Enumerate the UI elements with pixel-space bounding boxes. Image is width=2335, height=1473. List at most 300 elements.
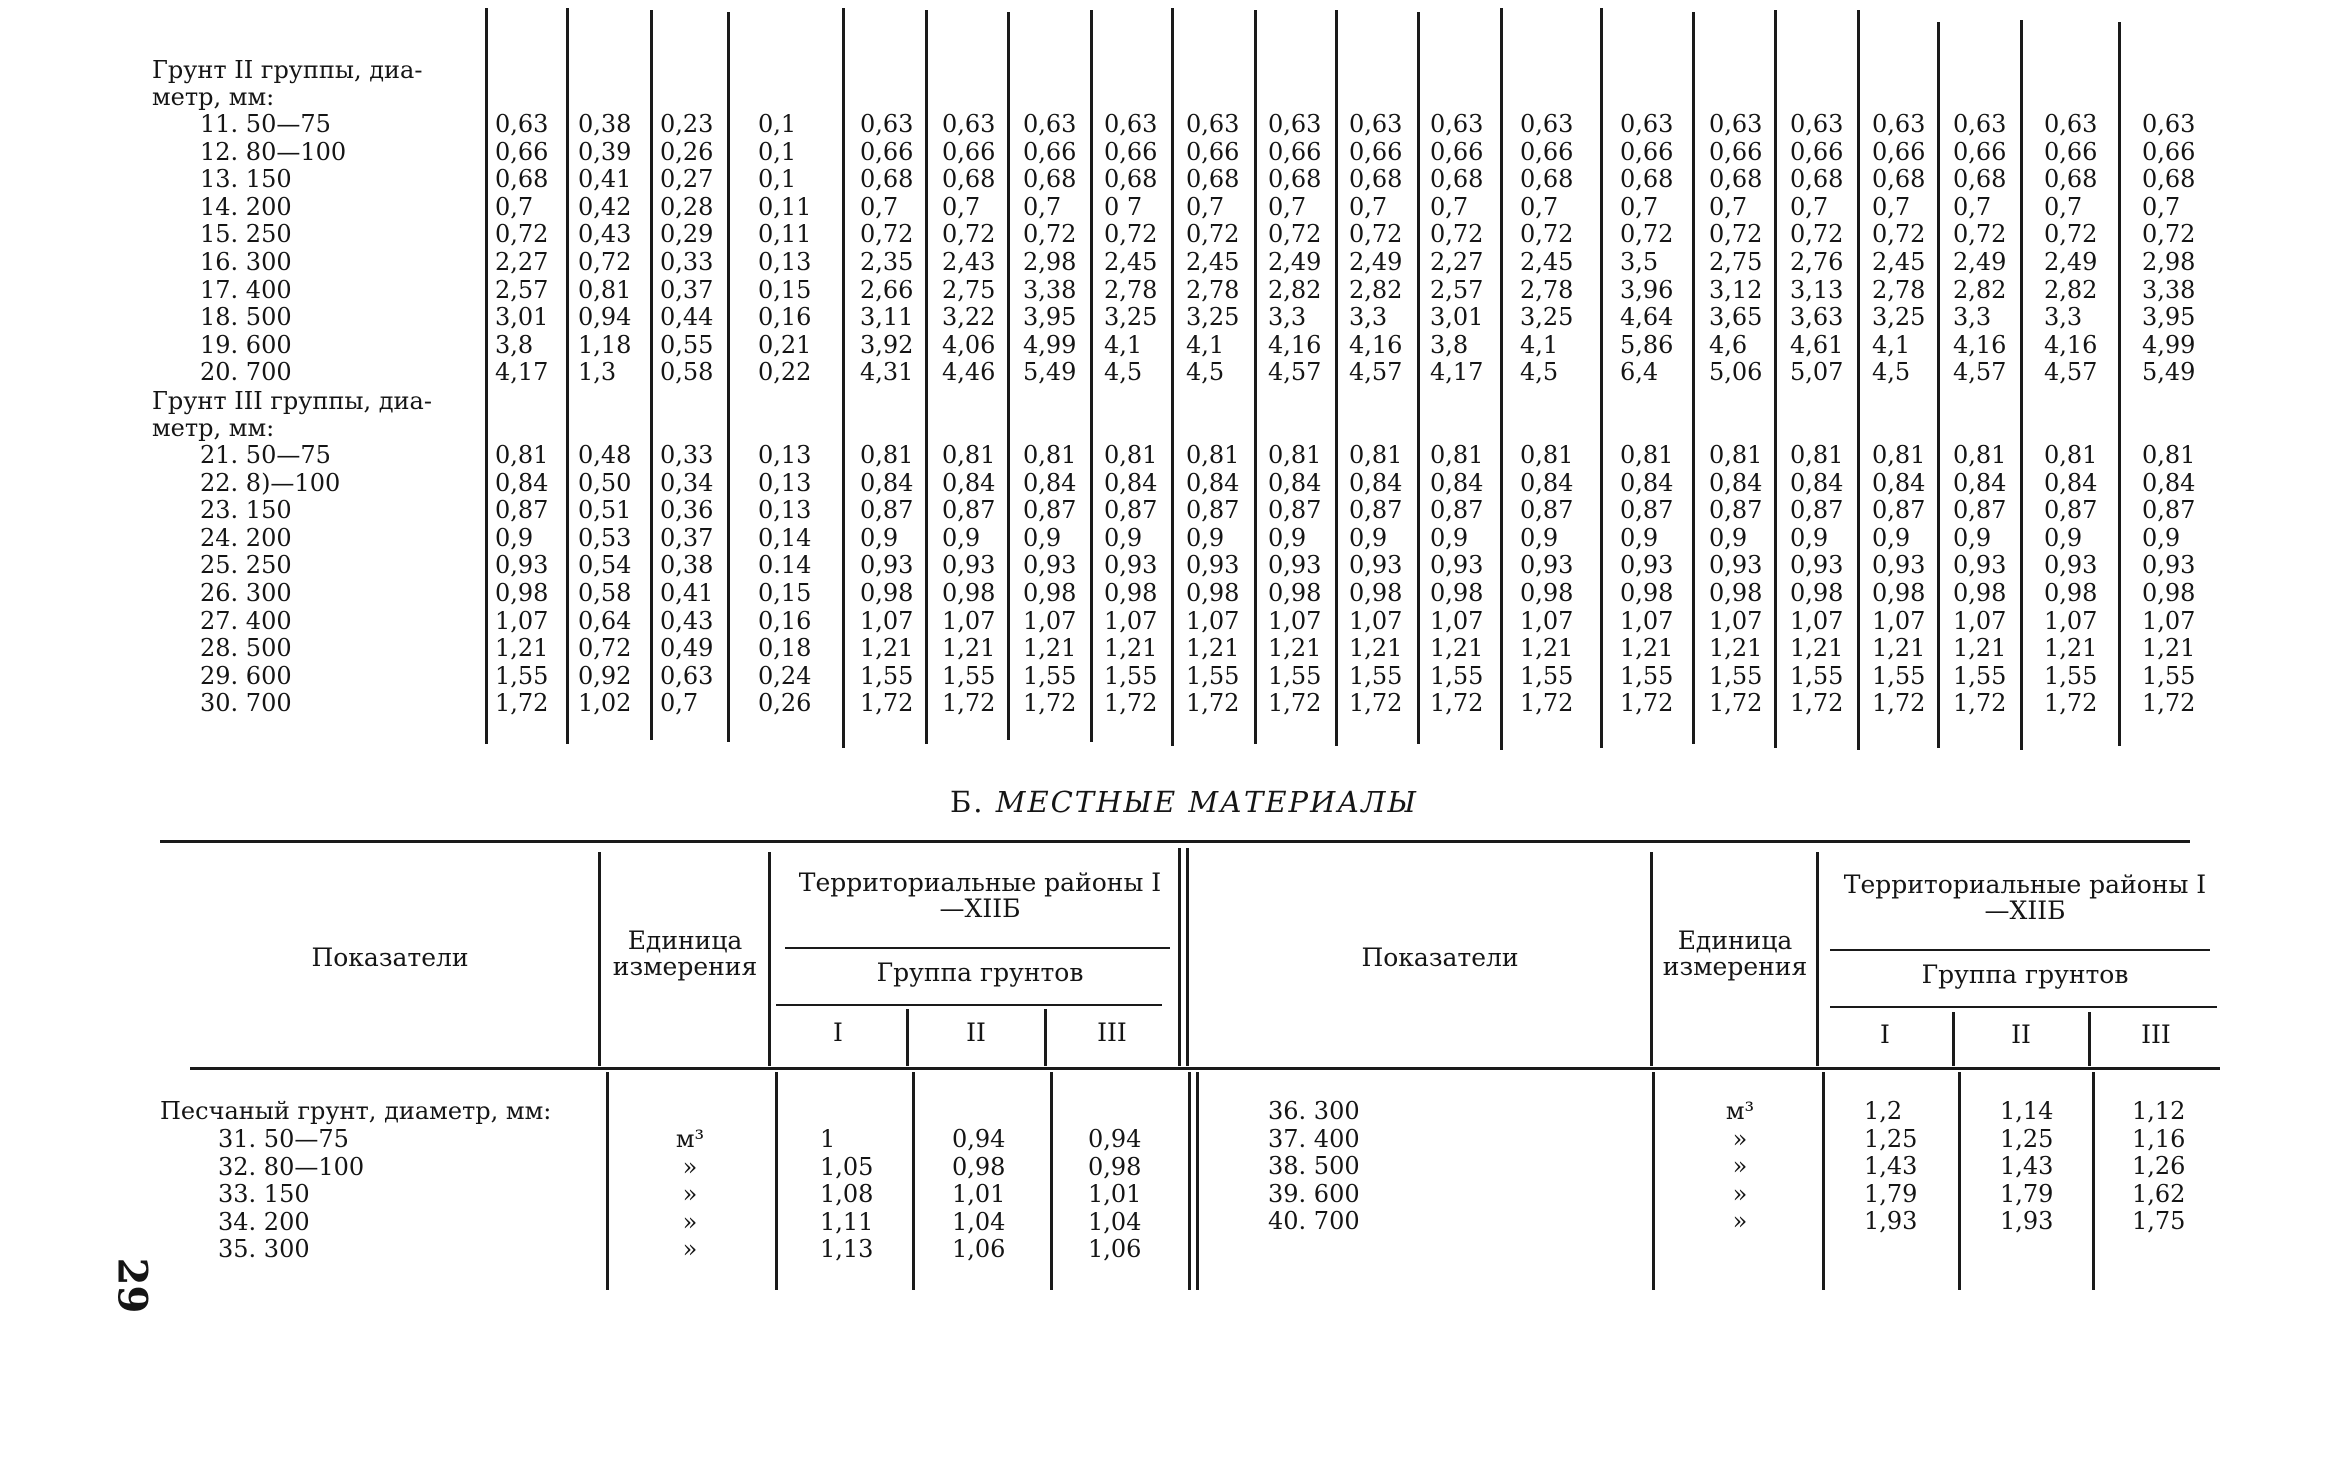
table-cell: 0,72 (1620, 220, 1674, 249)
table-cell: 4,5 (1104, 358, 1143, 387)
value-cell: 1,12 (2132, 1097, 2186, 1125)
table-cell: 4,16 (1349, 330, 1403, 359)
row-label-20: 20. 700 (200, 358, 292, 387)
table-cell: 1,21 (495, 634, 549, 663)
value-column (942, 442, 995, 718)
table-cell: 2,82 (2044, 275, 2098, 304)
row-label-28: 28. 500 (200, 634, 292, 663)
column-rule (566, 8, 569, 744)
table-cell: 0,48 (578, 441, 632, 469)
table-cell: 0,7 (1620, 192, 1659, 221)
table-cell: 1,72 (2044, 689, 2098, 718)
table-cell: 0,84 (1790, 468, 1844, 497)
table-cell: 1,72 (1023, 689, 1077, 718)
table-cell: 0,87 (495, 496, 549, 525)
row-label: 38. 500 (1268, 1152, 1360, 1181)
table-cell: 0.14 (758, 551, 812, 580)
section-title-text: МЕСТНЫЕ МАТЕРИАЛЫ (995, 785, 1419, 819)
table-cell: 3,95 (1023, 303, 1077, 332)
value-cell: 1 (820, 1125, 836, 1153)
table-cell: 1,55 (1620, 661, 1674, 690)
table-cell: 0,68 (1620, 165, 1674, 194)
table-cell: 1,72 (1268, 689, 1322, 718)
table-cell: 1,07 (942, 606, 996, 635)
table-cell: 0,63 (2044, 110, 2098, 138)
table-cell: 4,17 (495, 358, 549, 387)
table-cell: 1,55 (2142, 661, 2196, 690)
table-cell: 1,21 (2044, 634, 2098, 663)
table-cell: 0,63 (1620, 110, 1674, 138)
table-cell: 3,38 (2142, 275, 2196, 304)
table-cell: 3,25 (1104, 303, 1158, 332)
table-cell: 0,63 (1186, 110, 1240, 138)
value-cell: 1,25 (1864, 1124, 1918, 1153)
table-cell: 0,81 (1953, 441, 2007, 469)
table-cell: 1,07 (1953, 606, 2007, 635)
table-cell: 1,07 (1790, 606, 1844, 635)
row-label: 31. 50—75 (218, 1125, 349, 1153)
table-cell: 0,98 (1872, 578, 1926, 607)
table-cell: 0,28 (660, 192, 714, 221)
group-2-title-line-1: Грунт II группы, диа- (152, 56, 423, 84)
table-cell: 1,21 (2142, 634, 2196, 663)
table-cell: 0,63 (1790, 110, 1844, 138)
table-cell: 0,84 (942, 468, 996, 497)
table-cell: 1,55 (1268, 661, 1322, 690)
table-cell: 0,72 (1430, 220, 1484, 249)
table-cell: 0,72 (2142, 220, 2196, 249)
value-cell: 1,06 (952, 1235, 1006, 1264)
table-cell: 0,87 (1023, 496, 1077, 525)
table-cell: 0,68 (1430, 165, 1484, 194)
vline (1196, 1072, 1199, 1290)
table-cell: 1,07 (1872, 606, 1926, 635)
value-column (1520, 111, 1573, 387)
table-cell: 0,44 (660, 303, 714, 332)
value-column (495, 442, 548, 718)
table-cell: 0,98 (1023, 578, 1077, 607)
table-cell: 0,7 (942, 192, 981, 221)
unit-cell: » (682, 1180, 698, 1209)
table-cell: 4,1 (1186, 330, 1225, 359)
table-cell: 0,66 (860, 137, 914, 166)
value-cell: 1,62 (2132, 1179, 2186, 1208)
table-cell: 0,9 (495, 523, 534, 552)
table-cell: 4,06 (942, 330, 996, 359)
value-cell: 1,25 (2000, 1124, 2054, 1153)
table-cell: 0,1 (758, 137, 797, 166)
table-cell: 0,81 (860, 441, 914, 469)
table-cell: 0,29 (660, 220, 714, 249)
table-cell: 0,72 (1872, 220, 1926, 249)
vline (2092, 1072, 2095, 1290)
table-cell: 0,66 (1953, 137, 2007, 166)
table-cell: 0,68 (1520, 165, 1574, 194)
table-cell: 2,76 (1790, 247, 1844, 276)
table-cell: 3,95 (2142, 303, 2196, 332)
value-column (578, 442, 631, 718)
table-cell: 0,84 (1349, 468, 1403, 497)
header-group-ii-left: II (966, 1018, 986, 1047)
table-cell: 1,07 (1709, 606, 1763, 635)
table-cell: 0,93 (1709, 551, 1763, 580)
table-cell: 1,55 (1790, 661, 1844, 690)
table-cell: 1,55 (1709, 661, 1763, 690)
table-cell: 0,93 (2044, 551, 2098, 580)
table-cell: 1,21 (942, 634, 996, 663)
table-cell: 1,21 (1953, 634, 2007, 663)
table-cell: 3,63 (1790, 303, 1844, 332)
row-label-14: 14. 200 (200, 192, 292, 221)
table-cell: 1,21 (1709, 634, 1763, 663)
table-cell: 0,9 (1709, 523, 1748, 552)
table-cell: 4,16 (1953, 330, 2007, 359)
table-cell: 1,55 (1872, 661, 1926, 690)
table-cell: 0,63 (660, 661, 714, 690)
table-cell: 0,66 (1349, 137, 1403, 166)
table-cell: 0,68 (1872, 165, 1926, 194)
table-cell: 3,38 (1023, 275, 1077, 304)
table-cell: 0,9 (1520, 523, 1559, 552)
table-cell: 5,06 (1709, 358, 1763, 387)
group-3-title-line-2: метр, мм: (152, 414, 275, 442)
table-cell: 0,68 (2044, 165, 2098, 194)
table-cell: 4,57 (2044, 358, 2098, 387)
table-cell: 2,82 (1349, 275, 1403, 304)
table-cell: 2,57 (495, 275, 549, 304)
value-cell: 0,98 (1088, 1152, 1142, 1181)
table-cell: 3,25 (1186, 303, 1240, 332)
table-cell: 1,07 (1520, 606, 1574, 635)
table-cell: 1,07 (495, 606, 549, 635)
section-title (950, 785, 1418, 819)
table-cell: 2,49 (1268, 247, 1322, 276)
value-cell: 1,05 (820, 1152, 874, 1181)
table-cell: 0,98 (942, 578, 996, 607)
table-cell: 2,45 (1104, 247, 1158, 276)
table-cell: 0,93 (942, 551, 996, 580)
vline (1050, 1072, 1053, 1290)
table-cell: 0,81 (1430, 441, 1484, 469)
row-label-26: 26. 300 (200, 579, 292, 607)
table-cell: 0,98 (1953, 578, 2007, 607)
column-rule (1774, 10, 1777, 748)
table-cell: 3,8 (495, 330, 534, 359)
table-cell: 2,78 (1186, 275, 1240, 304)
row-label-30: 30. 700 (200, 689, 292, 718)
value-column (1349, 442, 1402, 718)
row-label: 37. 400 (1268, 1124, 1360, 1153)
table-cell: 0,98 (1620, 578, 1674, 607)
table-cell: 0,63 (1268, 110, 1322, 138)
table-cell: 4,1 (1520, 330, 1559, 359)
table-cell: 1,21 (1430, 634, 1484, 663)
table-cell: 0,63 (1023, 110, 1077, 138)
table-cell: 0,98 (1430, 578, 1484, 607)
table-cell: 0,7 (1023, 192, 1062, 221)
left-group-rule (776, 1004, 1162, 1006)
table-cell: 1,72 (1872, 689, 1926, 718)
header-group-ii-right: II (2011, 1020, 2031, 1049)
group-3-title-line-1: Грунт III группы, диа- (152, 387, 432, 415)
table-cell: 3,11 (860, 303, 914, 332)
table-cell: 0,72 (1790, 220, 1844, 249)
table-cell: 0,81 (1023, 441, 1077, 469)
table-cell: 0,68 (1349, 165, 1403, 194)
table-cell: 0,9 (1349, 523, 1388, 552)
table-cell: 1,21 (1620, 634, 1674, 663)
table-cell: 1,55 (1430, 661, 1484, 690)
table-cell: 0,63 (1520, 110, 1574, 138)
table-cell: 5,49 (1023, 358, 1077, 387)
table-cell: 0,41 (578, 165, 632, 194)
row-label-27: 27. 400 (200, 606, 292, 635)
table-cell: 0,11 (758, 192, 812, 221)
value-cell: 1,16 (2132, 1124, 2186, 1153)
table-cell: 3,3 (1268, 303, 1307, 332)
table-cell: 0,9 (1953, 523, 1992, 552)
table-cell: 0,1 (758, 110, 797, 138)
value-column (1872, 442, 1925, 718)
table-cell: 2,78 (1872, 275, 1926, 304)
value-column (2044, 442, 2097, 718)
table-cell: 0,9 (2142, 523, 2181, 552)
column-rule (2118, 22, 2121, 746)
value-column (1104, 442, 1157, 718)
table-cell: 0,72 (495, 220, 549, 249)
group-2-title-line-2: метр, мм: (152, 83, 275, 111)
table-cell: 0,98 (2044, 578, 2098, 607)
table-cell: 0,93 (1104, 551, 1158, 580)
column-rule (2020, 20, 2023, 750)
value-cell: 1,43 (1864, 1152, 1918, 1181)
table-cell: 2,45 (1520, 247, 1574, 276)
value-column (1268, 111, 1321, 387)
table-cell: 3,01 (1430, 303, 1484, 332)
table-cell: 1,07 (1349, 606, 1403, 635)
table-cell: 1,07 (1620, 606, 1674, 635)
column-rule (727, 12, 730, 742)
column-rule (650, 10, 653, 740)
value-column (1620, 442, 1673, 718)
row-label-25: 25. 250 (200, 551, 292, 580)
left-regions-rule (785, 947, 1170, 949)
table-cell: 1,21 (1104, 634, 1158, 663)
table-cell: 0,7 (2044, 192, 2083, 221)
table-cell: 3,22 (942, 303, 996, 332)
table-cell: 0,68 (942, 165, 996, 194)
table-cell: 1,21 (1268, 634, 1322, 663)
table-cell: 0,98 (1790, 578, 1844, 607)
table-cell: 0,13 (758, 496, 812, 525)
table-cell: 2,78 (1520, 275, 1574, 304)
table-cell: 0,68 (1186, 165, 1240, 194)
table-cell: 3,5 (1620, 247, 1659, 276)
table-cell: 0,87 (1268, 496, 1322, 525)
table-cell: 4,46 (942, 358, 996, 387)
table-cell: 0,98 (1268, 578, 1322, 607)
table-cell: 0,66 (1620, 137, 1674, 166)
table-cell: 0,84 (1872, 468, 1926, 497)
table-cell: 4,57 (1953, 358, 2007, 387)
value-cell: 1,11 (820, 1207, 874, 1236)
vline (1044, 1009, 1047, 1066)
table-cell: 0,7 (495, 192, 534, 221)
table-cell: 0,51 (578, 496, 632, 525)
table-cell: 0,93 (860, 551, 914, 580)
row-label-21: 21. 50—75 (200, 441, 331, 469)
table-cell: 2,45 (1186, 247, 1240, 276)
value-column (758, 442, 811, 718)
table-cell: 0,68 (1953, 165, 2007, 194)
table-cell: 3,25 (1520, 303, 1574, 332)
table-cell: 2,45 (1872, 247, 1926, 276)
table-cell: 0,16 (758, 303, 812, 332)
table-cell: 0,84 (1620, 468, 1674, 497)
table-cell: 1,72 (1709, 689, 1763, 718)
table-cell: 1,21 (1186, 634, 1240, 663)
table-cell: 2,43 (942, 247, 996, 276)
table-cell: 0,81 (1620, 441, 1674, 469)
value-column (1872, 111, 1925, 387)
table-cell: 2,49 (1953, 247, 2007, 276)
unit-cell: » (1732, 1179, 1748, 1208)
table-cell: 0,66 (1872, 137, 1926, 166)
column-rule (1254, 10, 1257, 744)
table-cell: 4,1 (1104, 330, 1143, 359)
row-label: 32. 80—100 (218, 1152, 365, 1181)
table-cell: 0,87 (1104, 496, 1158, 525)
row-label-13: 13. 150 (200, 165, 292, 194)
table-cell: 1,55 (1520, 661, 1574, 690)
table-cell: 0,84 (860, 468, 914, 497)
table-cell: 0,43 (660, 606, 714, 635)
row-label-17: 17. 400 (200, 275, 292, 304)
column-rule (1500, 8, 1503, 750)
value-column (660, 442, 713, 718)
value-column (1790, 442, 1843, 718)
table-cell: 0,81 (1268, 441, 1322, 469)
table-cell: 1,07 (1104, 606, 1158, 635)
table-cell: 0,72 (1023, 220, 1077, 249)
value-cell: 1,13 (820, 1235, 874, 1264)
row-label-15: 15. 250 (200, 220, 292, 249)
table-cell: 0,93 (1953, 551, 2007, 580)
table-cell: 0,87 (1186, 496, 1240, 525)
table-cell: 0,81 (1520, 441, 1574, 469)
table-cell: 3,01 (495, 303, 549, 332)
left-body-title: Песчаный грунт, диаметр, мм: (160, 1097, 552, 1125)
table-cell: 0,72 (1104, 220, 1158, 249)
table-cell: 0,93 (495, 551, 549, 580)
table-cell: 2,66 (860, 275, 914, 304)
table-cell: 0,72 (860, 220, 914, 249)
table-cell: 0,84 (1709, 468, 1763, 497)
vline (1186, 848, 1189, 1066)
value-cell: 1,01 (952, 1180, 1006, 1209)
table-cell: 0,66 (1268, 137, 1322, 166)
table-cell: 0,93 (1349, 551, 1403, 580)
value-column (2044, 111, 2097, 387)
header-indicators-left: Показатели (311, 943, 469, 972)
table-cell: 2,35 (860, 247, 914, 276)
row-label: 34. 200 (218, 1207, 310, 1236)
table-cell: 1,55 (1953, 661, 2007, 690)
table-cell: 1,07 (1430, 606, 1484, 635)
table-cell: 0,7 (1349, 192, 1388, 221)
vline (912, 1072, 915, 1290)
table-cell: 2,98 (2142, 247, 2196, 276)
table-cell: 2,49 (2044, 247, 2098, 276)
unit-cell: » (682, 1207, 698, 1236)
table-cell: 3,65 (1709, 303, 1763, 332)
table-cell: 5,07 (1790, 358, 1844, 387)
column-rule (925, 10, 928, 744)
value-cell: 0,98 (952, 1152, 1006, 1181)
table-cell: 3,12 (1709, 275, 1763, 304)
table-cell: 0,98 (495, 578, 549, 607)
table-cell: 0,81 (1349, 441, 1403, 469)
vline (1652, 1072, 1655, 1290)
table-cell: 2,57 (1430, 275, 1484, 304)
value-cell: 1,26 (2132, 1152, 2186, 1181)
column-rule (1937, 22, 1940, 748)
table-cell: 4,17 (1430, 358, 1484, 387)
table-cell: 1,21 (1349, 634, 1403, 663)
table-cell: 0,63 (1430, 110, 1484, 138)
table-cell: 0,41 (660, 578, 714, 607)
row-label-29: 29. 600 (200, 661, 292, 690)
table-cell: 0,9 (1104, 523, 1143, 552)
table-cell: 5,86 (1620, 330, 1674, 359)
value-cell: 1,43 (2000, 1152, 2054, 1181)
table-cell: 0,72 (2044, 220, 2098, 249)
table-cell: 0,81 (1104, 441, 1158, 469)
table-cell: 0,7 (1790, 192, 1829, 221)
table-cell: 0,18 (758, 634, 812, 663)
row-label: 36. 300 (1268, 1097, 1360, 1125)
table-cell: 0,81 (942, 441, 996, 469)
row-label: 35. 300 (218, 1235, 310, 1264)
table-cell: 0,98 (1520, 578, 1574, 607)
table-cell: 0,72 (578, 634, 632, 663)
table-cell: 0,66 (942, 137, 996, 166)
row-label-16: 16. 300 (200, 248, 292, 276)
table-cell: 0,72 (578, 247, 632, 276)
table-cell: 4,99 (2142, 330, 2196, 359)
table-cell: 0,7 (1709, 192, 1748, 221)
table-cell: 0,68 (1104, 165, 1158, 194)
table-cell: 0,93 (1790, 551, 1844, 580)
table-cell: 0,37 (660, 523, 714, 552)
value-column (758, 111, 811, 387)
table-cell: 0,26 (660, 137, 714, 166)
unit-cell: » (1732, 1207, 1748, 1236)
value-column (1953, 111, 2006, 387)
value-cell: 0,94 (952, 1125, 1006, 1153)
table-cell: 0,87 (860, 496, 914, 525)
table-cell: 0,23 (660, 110, 714, 138)
table-cell: 0,36 (660, 496, 714, 525)
lower-header-rule (190, 1067, 2220, 1070)
value-column (1349, 111, 1402, 387)
table-cell: 0,72 (942, 220, 996, 249)
header-soil-group-right: Группа грунтов (1921, 960, 2129, 989)
table-cell: 0,72 (1520, 220, 1574, 249)
table-cell: 0,49 (660, 634, 714, 663)
table-cell: 0,9 (942, 523, 981, 552)
value-cell: 1,01 (1088, 1180, 1142, 1209)
